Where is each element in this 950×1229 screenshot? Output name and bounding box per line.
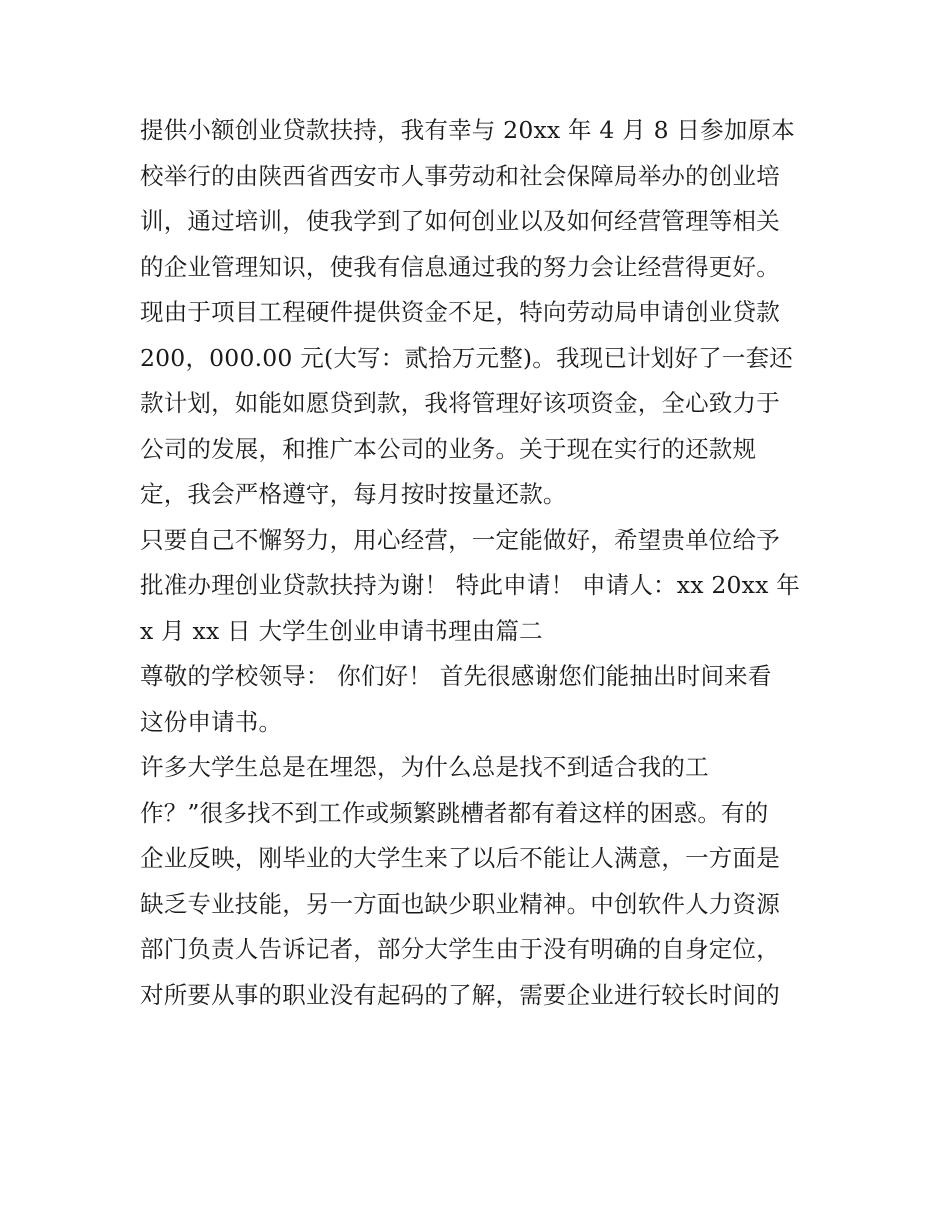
text-line: 现由于项目工程硬件提供资金不足，特向劳动局申请创业贷款 bbox=[140, 298, 780, 326]
text-line: 款计划，如能如愿贷到款，我将管理好该项资金，全心致力于 bbox=[140, 389, 780, 417]
text-line: 定，我会严格遵守，每月按时按量还款。 bbox=[140, 480, 567, 508]
text-line: 许多大学生总是在埋怨，为什么总是找不到适合我的工 bbox=[140, 753, 709, 781]
text-line: 尊敬的学校领导： 你们好！ 首先很感谢您们能抽出时间来看 bbox=[140, 662, 772, 690]
document-body bbox=[140, 108, 830, 1018]
text-line: 校举行的由陕西省西安市人事劳动和社会保障局举办的创业培 bbox=[140, 161, 780, 190]
text-line: 200，000.00 元(大写：贰拾万元整)。我现已计划好了一套还 bbox=[140, 343, 793, 372]
text-line: 提供小额创业贷款扶持，我有幸与 20xx 年 4 月 8 日参加原本 bbox=[140, 116, 795, 144]
text-line: 对所要从事的职业没有起码的了解，需要企业进行较长时间的 bbox=[140, 980, 780, 1009]
text-line: x 月 xx 日 大学生创业申请书理由篇二 bbox=[140, 616, 543, 645]
text-line: 部门负责人告诉记者，部分大学生由于没有明确的自身定位， bbox=[140, 935, 780, 963]
text-line: 只要自己不懈努力，用心经营，一定能做好，希望贵单位给予 bbox=[140, 525, 780, 554]
text-line: 训，通过培训，使我学到了如何创业以及如何经营管理等相关 bbox=[140, 207, 780, 235]
text-line: 企业反映，刚毕业的大学生来了以后不能让人满意，一方面是 bbox=[140, 844, 780, 872]
text-line: 作？”很多找不到工作或频繁跳槽者都有着这样的困惑。有的 bbox=[140, 798, 769, 827]
text-line: 缺乏专业技能，另一方面也缺少职业精神。中创软件人力资源 bbox=[140, 889, 780, 918]
text-line: 这份申请书。 bbox=[140, 707, 283, 736]
text-line: 批准办理创业贷款扶持为谢！ 特此申请！ 申请人：xx 20xx 年 bbox=[140, 571, 800, 599]
text-line: 公司的发展，和推广本公司的业务。关于现在实行的还款规 bbox=[140, 434, 757, 463]
text-line: 的企业管理知识，使我有信息通过我的努力会让经营得更好。 bbox=[140, 252, 780, 281]
